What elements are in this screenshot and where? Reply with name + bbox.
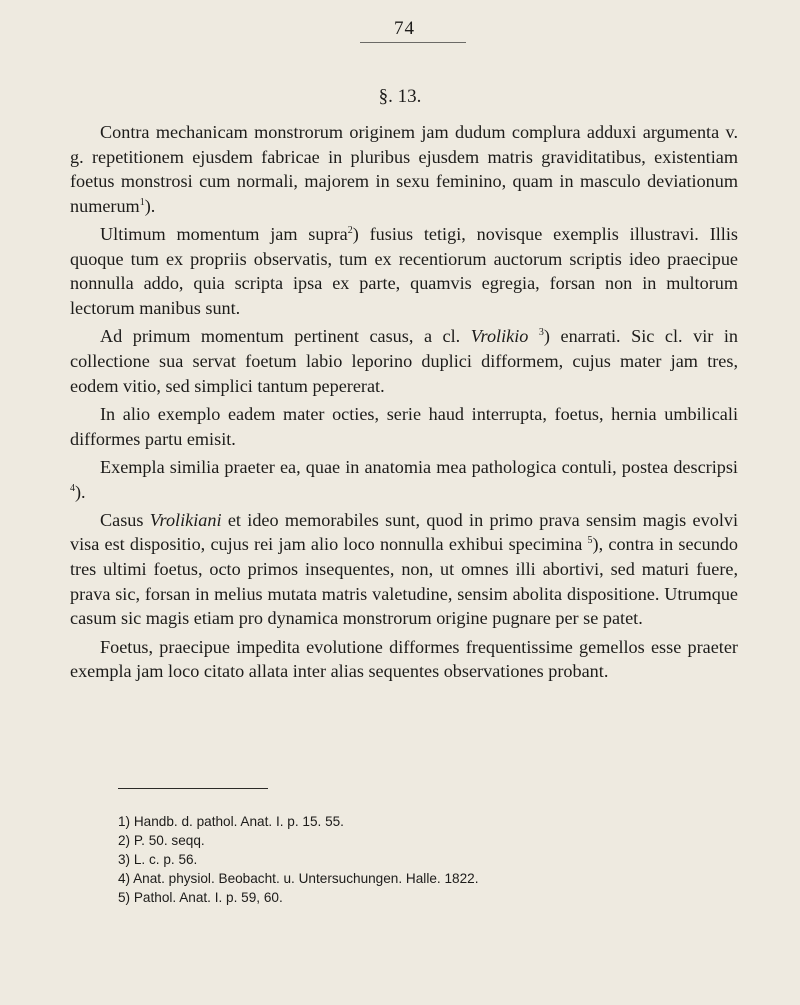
- footnote: 3) L. c. p. 56.: [118, 852, 198, 867]
- paragraph-2: Ultimum momentum jam supra$^2$) fusius tetigi, novisque exemplis illustravi. Illis quoque tum ex propriis observatis, tum ex recentiorum auctorum scriptis ideo praecipue nonnulla addo, quia scripta ipsa ex parte, quamvis egregia, forsan non in multorum lectorum manibus sunt.: [70, 224, 738, 318]
- footnote: 2) P. 50. seqq.: [118, 833, 205, 848]
- footnote-ref: 1: [139, 196, 145, 208]
- body-text: [70, 120, 738, 688]
- header-rule: [360, 42, 466, 43]
- paragraph-6: Casus Vrolikiani et ideo memorabiles sunt, quod in primo prava sensim magis evolvi visa est dispositio, cujus rei jam alio loco nonnulla exhibui specimina $^5$), contra in secundo tres ultimi foetus, octo primos insequentes, non, ut omnes illi abortivi, sed maturi fuere, prava sic, forsan in melius mutata matris valetudine, sensim abolita dispositione. Utrumque casum sic magis etiam pro dynamica monstrorum origine pugnare per se patet.: [70, 509, 739, 629]
- footnote: 4) Anat. physiol. Beobacht. u. Untersuchungen. Halle. 1822.: [118, 871, 479, 886]
- footnote-ref: 3: [538, 327, 544, 339]
- footnote: 1) Handb. d. pathol. Anat. I. p. 15. 55.: [118, 814, 344, 829]
- footnote-ref: 2: [347, 225, 353, 237]
- footnote-rule: [118, 788, 268, 789]
- page-number: 74: [394, 18, 415, 39]
- paragraph-3: Ad primum momentum pertinent casus, a cl. Vrolikio $^3$) enarrati. Sic cl. vir in collectione sua servat foetum labio leporino duplici difformem, cujus mater jam tres, eodem vitio, sed simplici tantum pepererat.: [70, 326, 739, 396]
- author-name: Vrolikiani: [149, 509, 222, 530]
- paragraph-1: Contra mechanicam monstrorum originem jam dudum complura adduxi argumenta v. g. repetitionem ejusdem fabricae in pluribus ejusdem matris graviditatibus, existentiam foetus monstrosi cum normali, majorem in sexu feminino, quam in masculo deviationum numerum$^1$).: [70, 122, 738, 216]
- paragraph-4: In alio exemplo eadem mater octies, serie haud interrupta, foetus, hernia umbilicali difformes partu emisit.: [70, 403, 738, 449]
- paragraph-5: Exempla similia praeter ea, quae in anatomia mea pathologica contuli, postea descripsi $^4$).: [70, 456, 738, 502]
- paragraph-7: Foetus, praecipue impedita evolutione difformes frequentissime gemellos esse praeter exempla jam loco citato allata inter alias sequentes observationes probant.: [70, 636, 738, 682]
- author-name: Vrolikio: [470, 326, 529, 347]
- footnote-ref: 5: [587, 535, 593, 547]
- footnote: 5) Pathol. Anat. I. p. 59, 60.: [118, 890, 283, 905]
- footnotes: [118, 812, 718, 907]
- footnote-ref: 4: [70, 482, 75, 494]
- section-heading: §. 13.: [378, 86, 422, 107]
